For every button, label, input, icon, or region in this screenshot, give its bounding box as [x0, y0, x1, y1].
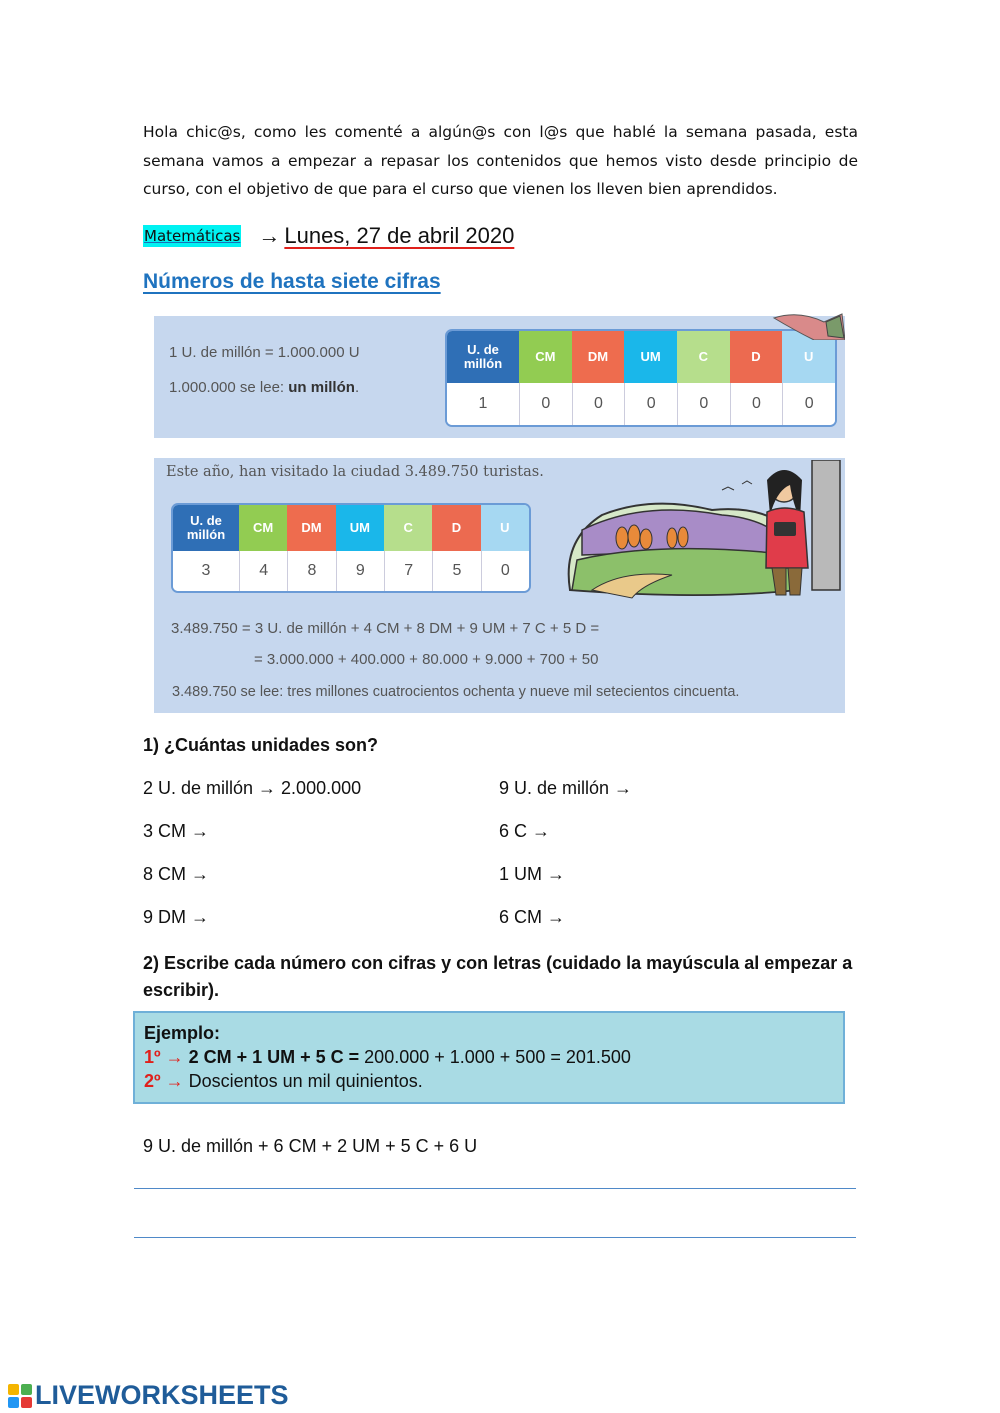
example-number-panel — [154, 458, 845, 713]
section-title: Números de hasta siete cifras — [143, 270, 441, 293]
step-1-result: 200.000 + 1.000 + 500 = 201.500 — [359, 1047, 631, 1067]
answer-line-digits[interactable] — [134, 1188, 856, 1189]
million-reading-suffix: . — [354, 379, 360, 396]
q1-item-left-1: 2 U. de millón → 2.000.000 — [143, 778, 362, 798]
exercise-expression: 9 U. de millón + 6 CM + 2 UM + 5 C + 6 U — [143, 1136, 478, 1156]
logo-icon — [8, 1384, 32, 1408]
step-1-expression: 2 CM + 1 UM + 5 C = — [188, 1047, 360, 1067]
q1-item-left-2: 3 CM → — [143, 821, 210, 841]
header-dm: DM — [572, 331, 625, 383]
q1-item-right-3: 1 UM → — [499, 864, 566, 884]
cell-value: 0 — [677, 383, 730, 425]
cell-value: 7 — [384, 551, 432, 591]
header-u: U — [782, 331, 835, 383]
step-1-marker: 1º → — [144, 1047, 184, 1067]
example-step-1 — [144, 1045, 834, 1069]
header-u-millon: U. de millón — [173, 505, 239, 551]
example-box — [133, 1011, 845, 1104]
q1-item-right-4: 6 CM → — [499, 907, 566, 927]
reading-caption: 3.489.750 se lee: tres millones cuatrocientos ochenta y nueve mil setecientos cincuenta. — [172, 684, 740, 700]
place-value-table-1 — [445, 329, 837, 427]
cell-value: 9 — [336, 551, 384, 591]
step-2-marker: 2º → — [144, 1071, 184, 1091]
corner-illustration — [754, 310, 845, 340]
question-2-title: 2) Escribe cada número con cifras y con letras (cuidado la mayúscula al empezar a escribir). — [143, 953, 853, 1000]
date-text: Lunes, 27 de abril 2020 — [284, 223, 515, 248]
cell-value: 8 — [287, 551, 335, 591]
header-d: D — [432, 505, 480, 551]
q1-item-right-2: 6 C → — [499, 821, 551, 841]
q1-item-right-1: 9 U. de millón → — [499, 778, 633, 798]
header-um: UM — [624, 331, 677, 383]
answer-line-words[interactable] — [134, 1237, 856, 1238]
date-heading — [258, 223, 514, 249]
header-cm: CM — [239, 505, 287, 551]
header-um: UM — [336, 505, 384, 551]
logo-text: LIVEWORKSHEETS — [35, 1380, 289, 1410]
step-2-text: Doscientos un mil quinientos. — [183, 1071, 423, 1091]
header-c: C — [677, 331, 730, 383]
q1-item-left-3: 8 CM → — [143, 864, 210, 884]
tourist-illustration — [562, 460, 845, 600]
place-value-table-2 — [171, 503, 531, 593]
million-reading-prefix: 1.000.000 se lee: — [169, 379, 289, 396]
cell-value: 4 — [239, 551, 287, 591]
header-c: C — [384, 505, 432, 551]
million-reading — [169, 379, 359, 396]
cell-value: 3 — [173, 551, 239, 591]
header-u-millon: U. de millón — [447, 331, 519, 383]
intro-paragraph: Hola chic@s, como les comenté a algún@s con l@s que hablé la semana pasada, esta semana vamos a empezar a repasar los contenidos que hemos visto desde principio de curso, con el objetivo de que para el curso que vienen los lleven bien aprendidos. — [143, 123, 858, 198]
million-definition-panel — [154, 316, 845, 438]
header-d: D — [730, 331, 783, 383]
q1-item-left-4: 9 DM → — [143, 907, 210, 927]
tourists-intro: Este año, han visitado la ciudad 3.489.750 turistas. — [166, 464, 544, 480]
subject-date-row — [143, 220, 514, 252]
cell-value: 5 — [432, 551, 480, 591]
arrow-icon: → — [258, 223, 281, 248]
cell-value: 0 — [782, 383, 835, 425]
question-1-title: 1) ¿Cuántas unidades son? — [143, 735, 379, 755]
header-cm: CM — [519, 331, 572, 383]
subject-label: Matemáticas — [144, 227, 241, 245]
cell-value: 1 — [447, 383, 519, 425]
decomposition-line-1: 3.489.750 = 3 U. de millón + 4 CM + 8 DM + 9 UM + 7 C + 5 D = — [171, 620, 600, 637]
example-label: Ejemplo: — [144, 1023, 221, 1043]
cell-value: 0 — [572, 383, 625, 425]
example-step-2 — [144, 1069, 834, 1093]
header-u: U — [481, 505, 529, 551]
cell-value: 0 — [481, 551, 529, 591]
header-dm: DM — [287, 505, 335, 551]
liveworksheets-logo — [8, 1380, 289, 1411]
cell-value: 0 — [519, 383, 572, 425]
million-definition: 1 U. de millón = 1.000.000 U — [169, 344, 360, 361]
cell-value: 0 — [624, 383, 677, 425]
million-reading-bold: un millón — [288, 379, 355, 396]
cell-value: 0 — [730, 383, 783, 425]
decomposition-line-2: = 3.000.000 + 400.000 + 80.000 + 9.000 + 700 + 50 — [254, 651, 599, 668]
